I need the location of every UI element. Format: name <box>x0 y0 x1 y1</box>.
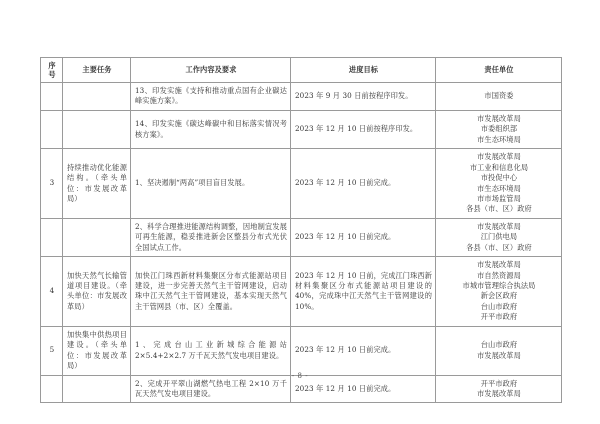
cell-progress-goal: 2023 年 12 月 10 日前完成。 <box>291 149 436 219</box>
cell-progress-goal: 2023 年 9 月 30 日前按程序印发。 <box>291 83 436 111</box>
cell-main-task: 加快集中供热项目建设。（牵头单位：市发展改革局） <box>63 326 131 375</box>
responsible-unit-line: 市生态环境局 <box>477 134 521 144</box>
table-row <box>41 149 562 219</box>
cell-progress-goal: 2023 年 12 月 10 日前完成。 <box>291 326 436 375</box>
table-body <box>41 83 562 403</box>
cell-progress-goal: 2023 年 12 月 10 日前，完成江门珠西新材料集聚区分布式能源站项目建设的40%，完成珠中江天然气主干管网建设的10%。 <box>291 257 436 327</box>
column-header-work-content: 工作内容及要求 <box>131 58 291 83</box>
table-row <box>41 110 562 148</box>
cell-sequence <box>41 218 63 256</box>
responsible-unit-line: 江门供电局 <box>480 232 518 242</box>
responsible-unit-line: 市生态环境局 <box>477 183 521 193</box>
task-schedule-table <box>40 57 562 403</box>
cell-responsible-unit <box>436 83 562 111</box>
cell-sequence <box>41 83 63 111</box>
cell-work-content: 2、完成开平翠山湖燃气热电工程 2×10 万千瓦天然气发电项目建设。 <box>131 375 291 403</box>
cell-sequence <box>41 110 63 148</box>
responsible-unit-line: 各县（市、区）政府 <box>466 204 532 214</box>
responsible-unit-line: 市城市管理综合执法局 <box>462 281 536 290</box>
column-header-responsible-unit: 责任单位 <box>436 58 562 83</box>
responsible-unit-line: 市市场监管局 <box>477 193 521 203</box>
cell-responsible-unit <box>436 257 562 327</box>
cell-main-task <box>63 83 131 111</box>
responsible-unit-line: 开平市政府 <box>480 312 518 322</box>
cell-sequence: 3 <box>41 149 63 219</box>
responsible-unit-line: 新会区政府 <box>480 291 518 301</box>
responsible-unit-line: 市发展改革局 <box>477 152 521 162</box>
cell-main-task: 加快天然气长输管道项目建设。（牵头单位：市发展改革局） <box>63 257 131 327</box>
cell-sequence: 4 <box>41 257 63 327</box>
responsible-unit-line: 市投促中心 <box>480 173 518 183</box>
responsible-unit-line: 市自然资源局 <box>477 270 521 280</box>
cell-work-content: 1、坚决遏制“两高”项目盲目发展。 <box>131 149 291 219</box>
column-header-sequence <box>41 58 63 83</box>
responsible-unit-line: 开平市政府 <box>480 378 518 388</box>
cell-main-task <box>63 218 131 256</box>
cell-responsible-unit <box>436 110 562 148</box>
column-header-main-task: 主要任务 <box>63 58 131 83</box>
responsible-unit-line: 市发展改革局 <box>477 350 521 360</box>
cell-progress-goal: 2023 年 12 月 10 日前完成。 <box>291 375 436 403</box>
table-row <box>41 83 562 111</box>
responsible-unit-line: 市发展改革局 <box>477 260 521 270</box>
cell-responsible-unit <box>436 149 562 219</box>
cell-main-task <box>63 110 131 148</box>
column-header-sequence-line2: 号 <box>48 70 56 79</box>
responsible-unit-line: 市委组织部 <box>480 124 518 134</box>
responsible-unit-line: 市工业和信息化局 <box>469 162 529 172</box>
table-row <box>41 326 562 375</box>
table-header-row <box>41 58 562 83</box>
cell-work-content: 2、科学合理推进能源结构调整，因地制宜发展可再生能源，稳妥推进新会区整县分布式光伏全国试点工作。 <box>131 218 291 256</box>
column-header-progress-goal: 进度目标 <box>291 58 436 83</box>
responsible-unit-line: 市发展改革局 <box>477 221 521 231</box>
cell-progress-goal: 2023 年 12 月 10 日前完成。 <box>291 218 436 256</box>
table-header <box>41 58 562 83</box>
responsible-unit-line: 市发展改革局 <box>477 113 521 123</box>
page-number: - 8 - <box>291 372 309 380</box>
task-table-container <box>40 57 561 403</box>
cell-sequence: 5 <box>41 326 63 375</box>
cell-work-content: 13、印发实施《支持和推动重点国有企业碳达峰实施方案》。 <box>131 83 291 111</box>
table-row <box>41 257 562 327</box>
cell-main-task: 持续推动优化能源结构。（牵头单位：市发展改革局） <box>63 149 131 219</box>
column-header-sequence-line1: 序 <box>48 61 56 70</box>
responsible-unit-line: 台山市政府 <box>480 340 518 350</box>
cell-responsible-unit <box>436 218 562 256</box>
cell-progress-goal: 2023 年 12 月 10 日前按程序印发。 <box>291 110 436 148</box>
responsible-unit-line: 市国资委 <box>484 91 514 101</box>
responsible-unit-line: 台山市政府 <box>480 301 518 311</box>
responsible-unit-line: 市发展改革局 <box>477 388 521 398</box>
cell-work-content: 1、完成台山工业新城综合能源站2×5.4+2×2.7 万千瓦天然气发电项目建设。 <box>131 326 291 375</box>
cell-work-content: 加快江门珠西新材料集聚区分布式能源站项目建设，进一步完善天然气主干管网建设，启动珠中江天然气主干管网建设，基本实现天然气主干管网县（市、区）全覆盖。 <box>131 257 291 327</box>
cell-responsible-unit <box>436 326 562 375</box>
responsible-unit-line: 各县（市、区）政府 <box>466 242 532 252</box>
table-row <box>41 218 562 256</box>
cell-work-content: 14、印发实施《碳达峰碳中和目标落实情况考核方案》。 <box>131 110 291 148</box>
